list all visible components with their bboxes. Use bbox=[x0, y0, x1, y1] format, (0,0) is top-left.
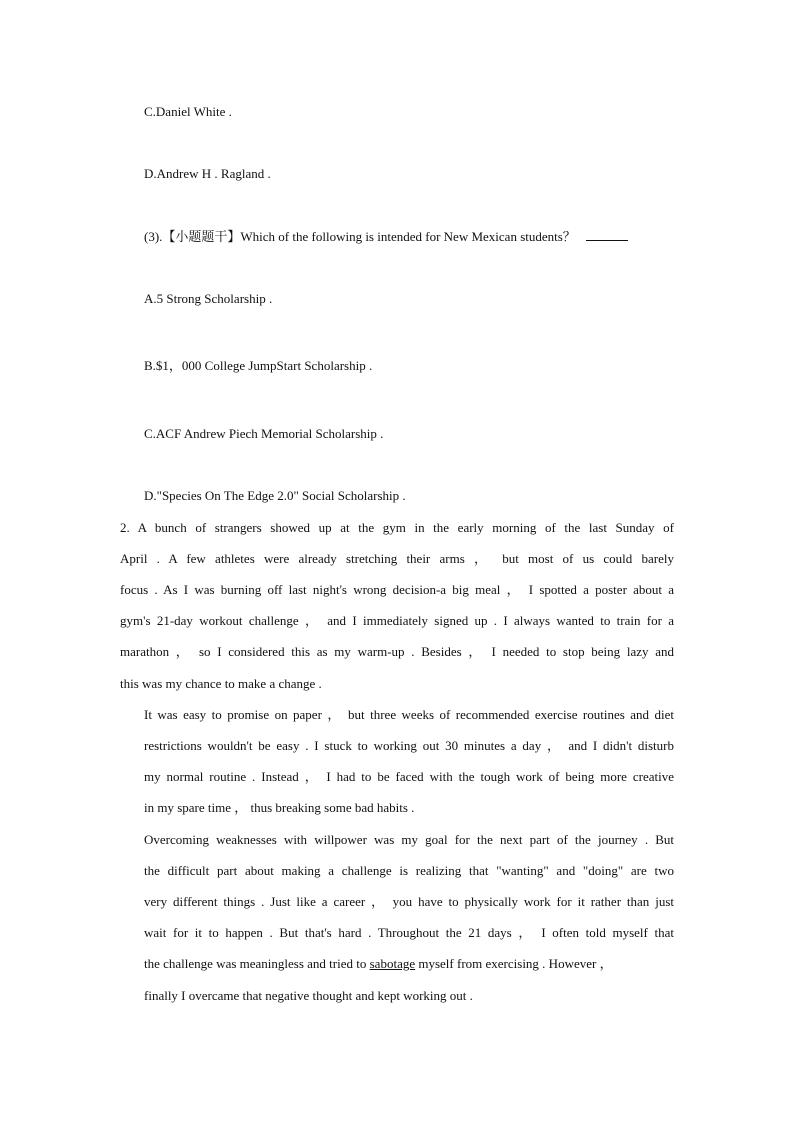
passage-line: my normal routine . Instead ， I had to be faced with the tough work of being more creative bbox=[144, 769, 674, 784]
passage-line: in my spare time ， thus breaking some bad habits . bbox=[144, 800, 415, 815]
passage-line: April . A few athletes were already stretching their arms ， but most of us could barely bbox=[120, 551, 674, 566]
q1-option-c: C.Daniel White . bbox=[144, 104, 232, 119]
q3-option-d: D."Species On The Edge 2.0" Social Scholarship . bbox=[144, 488, 406, 503]
passage-line: focus . As I was burning off last night's wrong decision-a big meal ， I spotted a poster about a bbox=[120, 582, 674, 597]
passage-line: the difficult part about making a challenge is realizing that "wanting" and "doing" are two bbox=[144, 863, 674, 878]
underlined-word: sabotage bbox=[369, 956, 416, 971]
q3-option-a: A.5 Strong Scholarship . bbox=[144, 291, 273, 306]
passage-line: finally I overcame that negative thought and kept working out . bbox=[144, 988, 473, 1003]
passage-line: wait for it to happen . But that's hard . Throughout the 21 days ， I often told myself that bbox=[144, 925, 674, 940]
q3-option-c: C.ACF Andrew Piech Memorial Scholarship . bbox=[144, 426, 384, 441]
passage-line: Overcoming weaknesses with willpower was my goal for the next part of the journey . But bbox=[144, 832, 674, 847]
passage-line: very different things . Just like a career ， you have to physically work for it rather than just bbox=[144, 894, 674, 909]
passage-line: restrictions wouldn't be easy . I stuck to working out 30 minutes a day ， and I didn't disturb bbox=[144, 738, 674, 753]
passage-line: marathon ， so I considered this as my warm-up . Besides ， I needed to stop being lazy and bbox=[120, 644, 674, 659]
passage-line: 2. A bunch of strangers showed up at the gym in the early morning of the last Sunday of bbox=[120, 520, 674, 535]
q3-option-b: B.$1，000 College JumpStart Scholarship . bbox=[144, 358, 373, 373]
q3-stem bbox=[144, 228, 628, 245]
passage-line bbox=[144, 956, 674, 972]
q3-stem-text: (3).【小题题干】Which of the following is intended for New Mexican students？ bbox=[144, 229, 576, 244]
passage-line: this was my chance to make a change . bbox=[120, 676, 322, 691]
answer-blank bbox=[586, 228, 628, 241]
passage-line: gym's 21-day workout challenge ， and I immediately signed up . I always wanted to train for a bbox=[120, 613, 674, 628]
q1-option-d: D.Andrew H . Ragland . bbox=[144, 166, 271, 181]
passage-line: It was easy to promise on paper ， but three weeks of recommended exercise routines and diet bbox=[144, 707, 674, 722]
passage-text: the challenge was meaningless and tried to bbox=[144, 956, 370, 971]
passage-text: myself from exercising . However ， bbox=[415, 956, 613, 971]
